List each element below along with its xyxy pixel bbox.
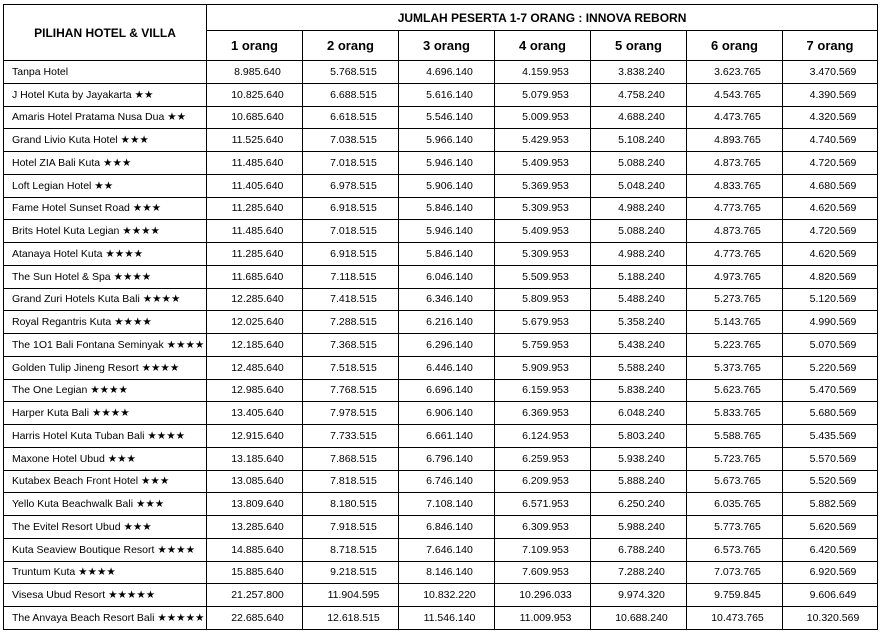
price-cell: 12.485.640 bbox=[207, 356, 303, 379]
price-cell: 7.109.953 bbox=[495, 538, 591, 561]
table-row bbox=[4, 288, 878, 311]
table-row bbox=[4, 243, 878, 266]
price-cell: 7.733.515 bbox=[303, 425, 399, 448]
price-cell: 5.048.240 bbox=[591, 174, 687, 197]
table-row bbox=[4, 425, 878, 448]
table-row bbox=[4, 83, 878, 106]
price-cell: 5.809.953 bbox=[495, 288, 591, 311]
price-cell: 7.518.515 bbox=[303, 356, 399, 379]
price-cell: 12.185.640 bbox=[207, 334, 303, 357]
price-cell: 6.159.953 bbox=[495, 379, 591, 402]
price-cell: 6.920.569 bbox=[783, 561, 878, 584]
table-row bbox=[4, 129, 878, 152]
price-cell: 5.673.765 bbox=[687, 470, 783, 493]
price-cell: 8.180.515 bbox=[303, 493, 399, 516]
price-cell: 12.618.515 bbox=[303, 607, 399, 630]
price-cell: 5.470.569 bbox=[783, 379, 878, 402]
price-cell: 5.803.240 bbox=[591, 425, 687, 448]
hotel-name-cell: Amaris Hotel Pratama Nusa Dua ★★ bbox=[4, 106, 207, 129]
price-cell: 5.616.140 bbox=[399, 83, 495, 106]
price-cell: 6.618.515 bbox=[303, 106, 399, 129]
price-cell: 5.309.953 bbox=[495, 243, 591, 266]
price-cell: 4.740.569 bbox=[783, 129, 878, 152]
price-cell: 6.788.240 bbox=[591, 538, 687, 561]
price-cell: 5.009.953 bbox=[495, 106, 591, 129]
price-cell: 5.520.569 bbox=[783, 470, 878, 493]
column-header-7-orang: 7 orang bbox=[783, 31, 878, 61]
price-cell: 7.918.515 bbox=[303, 516, 399, 539]
price-cell: 6.296.140 bbox=[399, 334, 495, 357]
table-body bbox=[4, 61, 878, 630]
price-cell: 5.946.140 bbox=[399, 220, 495, 243]
hotel-name-cell: Yello Kuta Beachwalk Bali ★★★ bbox=[4, 493, 207, 516]
table-row bbox=[4, 334, 878, 357]
price-cell: 4.720.569 bbox=[783, 220, 878, 243]
price-cell: 12.025.640 bbox=[207, 311, 303, 334]
column-header-1-orang: 1 orang bbox=[207, 31, 303, 61]
price-cell: 5.679.953 bbox=[495, 311, 591, 334]
price-cell: 5.759.953 bbox=[495, 334, 591, 357]
price-cell: 7.018.515 bbox=[303, 152, 399, 175]
price-cell: 5.838.240 bbox=[591, 379, 687, 402]
price-cell: 10.688.240 bbox=[591, 607, 687, 630]
price-cell: 11.525.640 bbox=[207, 129, 303, 152]
price-cell: 5.220.569 bbox=[783, 356, 878, 379]
price-cell: 4.159.953 bbox=[495, 61, 591, 84]
table-row bbox=[4, 152, 878, 175]
price-cell: 4.873.765 bbox=[687, 152, 783, 175]
hotel-name-cell: Maxone Hotel Ubud ★★★ bbox=[4, 447, 207, 470]
price-cell: 7.118.515 bbox=[303, 265, 399, 288]
hotel-name-cell: Visesa Ubud Resort ★★★★★ bbox=[4, 584, 207, 607]
price-cell: 11.405.640 bbox=[207, 174, 303, 197]
price-cell: 10.685.640 bbox=[207, 106, 303, 129]
price-cell: 7.609.953 bbox=[495, 561, 591, 584]
price-cell: 5.120.569 bbox=[783, 288, 878, 311]
price-cell: 10.832.220 bbox=[399, 584, 495, 607]
price-cell: 15.885.640 bbox=[207, 561, 303, 584]
hotel-name-cell: Hotel ZIA Bali Kuta ★★★ bbox=[4, 152, 207, 175]
price-cell: 4.758.240 bbox=[591, 83, 687, 106]
hotel-name-cell: Truntum Kuta ★★★★ bbox=[4, 561, 207, 584]
price-cell: 12.285.640 bbox=[207, 288, 303, 311]
price-cell: 10.320.569 bbox=[783, 607, 878, 630]
price-cell: 4.620.569 bbox=[783, 197, 878, 220]
price-cell: 5.546.140 bbox=[399, 106, 495, 129]
price-cell: 7.038.515 bbox=[303, 129, 399, 152]
price-cell: 4.973.765 bbox=[687, 265, 783, 288]
price-cell: 6.046.140 bbox=[399, 265, 495, 288]
price-cell: 5.373.765 bbox=[687, 356, 783, 379]
price-cell: 5.938.240 bbox=[591, 447, 687, 470]
participants-group-header: JUMLAH PESERTA 1-7 ORANG : INNOVA REBORN bbox=[207, 5, 878, 31]
price-cell: 6.978.515 bbox=[303, 174, 399, 197]
price-cell: 4.696.140 bbox=[399, 61, 495, 84]
hotel-name-cell: The Sun Hotel & Spa ★★★★ bbox=[4, 265, 207, 288]
price-cell: 5.570.569 bbox=[783, 447, 878, 470]
hotel-name-cell: Atanaya Hotel Kuta ★★★★ bbox=[4, 243, 207, 266]
price-cell: 7.288.515 bbox=[303, 311, 399, 334]
price-cell: 5.088.240 bbox=[591, 152, 687, 175]
price-cell: 11.904.595 bbox=[303, 584, 399, 607]
table-row bbox=[4, 311, 878, 334]
price-cell: 5.680.569 bbox=[783, 402, 878, 425]
price-cell: 5.438.240 bbox=[591, 334, 687, 357]
price-cell: 7.073.765 bbox=[687, 561, 783, 584]
price-cell: 6.796.140 bbox=[399, 447, 495, 470]
price-cell: 7.418.515 bbox=[303, 288, 399, 311]
price-cell: 5.588.765 bbox=[687, 425, 783, 448]
price-cell: 6.906.140 bbox=[399, 402, 495, 425]
price-cell: 4.473.765 bbox=[687, 106, 783, 129]
price-cell: 5.488.240 bbox=[591, 288, 687, 311]
price-cell: 8.718.515 bbox=[303, 538, 399, 561]
price-cell: 11.685.640 bbox=[207, 265, 303, 288]
price-cell: 11.485.640 bbox=[207, 220, 303, 243]
price-cell: 5.108.240 bbox=[591, 129, 687, 152]
table-row bbox=[4, 356, 878, 379]
price-cell: 6.446.140 bbox=[399, 356, 495, 379]
price-cell: 4.873.765 bbox=[687, 220, 783, 243]
price-cell: 6.661.140 bbox=[399, 425, 495, 448]
price-cell: 5.358.240 bbox=[591, 311, 687, 334]
price-cell: 5.188.240 bbox=[591, 265, 687, 288]
price-cell: 6.309.953 bbox=[495, 516, 591, 539]
price-cell: 5.429.953 bbox=[495, 129, 591, 152]
price-cell: 5.966.140 bbox=[399, 129, 495, 152]
price-cell: 5.509.953 bbox=[495, 265, 591, 288]
hotel-name-cell: Kutabex Beach Front Hotel ★★★ bbox=[4, 470, 207, 493]
price-cell: 6.209.953 bbox=[495, 470, 591, 493]
price-cell: 9.606.649 bbox=[783, 584, 878, 607]
table-row bbox=[4, 607, 878, 630]
price-cell: 4.988.240 bbox=[591, 197, 687, 220]
table-row bbox=[4, 470, 878, 493]
hotel-price-table bbox=[3, 4, 878, 630]
price-cell: 21.257.800 bbox=[207, 584, 303, 607]
price-cell: 13.185.640 bbox=[207, 447, 303, 470]
price-cell: 13.809.640 bbox=[207, 493, 303, 516]
price-cell: 5.888.240 bbox=[591, 470, 687, 493]
column-header-4-orang: 4 orang bbox=[495, 31, 591, 61]
price-cell: 5.409.953 bbox=[495, 152, 591, 175]
price-cell: 4.773.765 bbox=[687, 197, 783, 220]
price-cell: 6.250.240 bbox=[591, 493, 687, 516]
price-cell: 5.846.140 bbox=[399, 197, 495, 220]
price-cell: 13.085.640 bbox=[207, 470, 303, 493]
price-cell: 11.285.640 bbox=[207, 197, 303, 220]
price-cell: 5.623.765 bbox=[687, 379, 783, 402]
price-cell: 7.978.515 bbox=[303, 402, 399, 425]
price-cell: 6.369.953 bbox=[495, 402, 591, 425]
price-cell: 4.620.569 bbox=[783, 243, 878, 266]
price-cell: 4.543.765 bbox=[687, 83, 783, 106]
hotel-name-cell: Fame Hotel Sunset Road ★★★ bbox=[4, 197, 207, 220]
table-row bbox=[4, 220, 878, 243]
price-cell: 13.285.640 bbox=[207, 516, 303, 539]
hotel-name-cell: Kuta Seaview Boutique Resort ★★★★ bbox=[4, 538, 207, 561]
price-cell: 4.680.569 bbox=[783, 174, 878, 197]
hotel-name-cell: Royal Regantris Kuta ★★★★ bbox=[4, 311, 207, 334]
price-cell: 7.108.140 bbox=[399, 493, 495, 516]
price-cell: 10.825.640 bbox=[207, 83, 303, 106]
price-cell: 9.218.515 bbox=[303, 561, 399, 584]
price-cell: 6.346.140 bbox=[399, 288, 495, 311]
price-cell: 5.369.953 bbox=[495, 174, 591, 197]
table-row bbox=[4, 265, 878, 288]
price-cell: 13.405.640 bbox=[207, 402, 303, 425]
hotel-name-cell: Tanpa Hotel bbox=[4, 61, 207, 84]
table-row bbox=[4, 516, 878, 539]
price-cell: 5.088.240 bbox=[591, 220, 687, 243]
price-cell: 5.409.953 bbox=[495, 220, 591, 243]
hotel-name-cell: The Evitel Resort Ubud ★★★ bbox=[4, 516, 207, 539]
hotel-column-header: PILIHAN HOTEL & VILLA bbox=[4, 5, 207, 61]
price-cell: 6.573.765 bbox=[687, 538, 783, 561]
hotel-name-cell: Loft Legian Hotel ★★ bbox=[4, 174, 207, 197]
table-row bbox=[4, 379, 878, 402]
price-cell: 5.946.140 bbox=[399, 152, 495, 175]
price-cell: 5.079.953 bbox=[495, 83, 591, 106]
price-cell: 5.882.569 bbox=[783, 493, 878, 516]
hotel-name-cell: The 1O1 Bali Fontana Seminyak ★★★★ bbox=[4, 334, 207, 357]
table-row bbox=[4, 447, 878, 470]
price-cell: 6.216.140 bbox=[399, 311, 495, 334]
price-cell: 9.974.320 bbox=[591, 584, 687, 607]
column-header-3-orang: 3 orang bbox=[399, 31, 495, 61]
price-cell: 4.820.569 bbox=[783, 265, 878, 288]
price-cell: 11.285.640 bbox=[207, 243, 303, 266]
price-cell: 5.309.953 bbox=[495, 197, 591, 220]
table-row bbox=[4, 402, 878, 425]
price-cell: 5.906.140 bbox=[399, 174, 495, 197]
price-cell: 3.470.569 bbox=[783, 61, 878, 84]
price-cell: 10.473.765 bbox=[687, 607, 783, 630]
price-cell: 5.588.240 bbox=[591, 356, 687, 379]
price-cell: 5.070.569 bbox=[783, 334, 878, 357]
price-cell: 11.485.640 bbox=[207, 152, 303, 175]
header-row-group bbox=[4, 5, 878, 31]
price-cell: 6.420.569 bbox=[783, 538, 878, 561]
table-row bbox=[4, 584, 878, 607]
table-row bbox=[4, 561, 878, 584]
hotel-name-cell: Golden Tulip Jineng Resort ★★★★ bbox=[4, 356, 207, 379]
price-cell: 7.818.515 bbox=[303, 470, 399, 493]
price-cell: 4.720.569 bbox=[783, 152, 878, 175]
hotel-name-cell: The One Legian ★★★★ bbox=[4, 379, 207, 402]
price-cell: 4.988.240 bbox=[591, 243, 687, 266]
price-cell: 14.885.640 bbox=[207, 538, 303, 561]
price-cell: 22.685.640 bbox=[207, 607, 303, 630]
column-header-2-orang: 2 orang bbox=[303, 31, 399, 61]
price-cell: 7.288.240 bbox=[591, 561, 687, 584]
price-cell: 5.273.765 bbox=[687, 288, 783, 311]
price-cell: 5.223.765 bbox=[687, 334, 783, 357]
price-cell: 6.035.765 bbox=[687, 493, 783, 516]
price-cell: 4.773.765 bbox=[687, 243, 783, 266]
hotel-name-cell: Harris Hotel Kuta Tuban Bali ★★★★ bbox=[4, 425, 207, 448]
hotel-name-cell: The Anvaya Beach Resort Bali ★★★★★ bbox=[4, 607, 207, 630]
hotel-name-cell: J Hotel Kuta by Jayakarta ★★ bbox=[4, 83, 207, 106]
price-cell: 6.688.515 bbox=[303, 83, 399, 106]
price-cell: 5.723.765 bbox=[687, 447, 783, 470]
price-cell: 5.143.765 bbox=[687, 311, 783, 334]
price-cell: 6.746.140 bbox=[399, 470, 495, 493]
price-cell: 4.990.569 bbox=[783, 311, 878, 334]
price-cell: 5.435.569 bbox=[783, 425, 878, 448]
price-cell: 6.918.515 bbox=[303, 243, 399, 266]
price-cell: 4.893.765 bbox=[687, 129, 783, 152]
price-cell: 5.773.765 bbox=[687, 516, 783, 539]
hotel-name-cell: Brits Hotel Kuta Legian ★★★★ bbox=[4, 220, 207, 243]
price-cell: 6.846.140 bbox=[399, 516, 495, 539]
price-cell: 6.571.953 bbox=[495, 493, 591, 516]
price-cell: 4.688.240 bbox=[591, 106, 687, 129]
price-cell: 6.696.140 bbox=[399, 379, 495, 402]
price-cell: 5.833.765 bbox=[687, 402, 783, 425]
price-cell: 7.018.515 bbox=[303, 220, 399, 243]
price-cell: 6.124.953 bbox=[495, 425, 591, 448]
price-cell: 5.620.569 bbox=[783, 516, 878, 539]
price-cell: 8.146.140 bbox=[399, 561, 495, 584]
price-cell: 7.646.140 bbox=[399, 538, 495, 561]
price-cell: 11.546.140 bbox=[399, 607, 495, 630]
price-cell: 5.988.240 bbox=[591, 516, 687, 539]
price-cell: 3.623.765 bbox=[687, 61, 783, 84]
hotel-name-cell: Grand Livio Kuta Hotel ★★★ bbox=[4, 129, 207, 152]
price-cell: 6.259.953 bbox=[495, 447, 591, 470]
price-cell: 3.838.240 bbox=[591, 61, 687, 84]
hotel-name-cell: Grand Zuri Hotels Kuta Bali ★★★★ bbox=[4, 288, 207, 311]
price-cell: 6.048.240 bbox=[591, 402, 687, 425]
table-row bbox=[4, 61, 878, 84]
price-cell: 11.009.953 bbox=[495, 607, 591, 630]
price-cell: 7.868.515 bbox=[303, 447, 399, 470]
column-header-6-orang: 6 orang bbox=[687, 31, 783, 61]
column-header-5-orang: 5 orang bbox=[591, 31, 687, 61]
price-cell: 4.390.569 bbox=[783, 83, 878, 106]
price-cell: 4.833.765 bbox=[687, 174, 783, 197]
price-cell: 5.909.953 bbox=[495, 356, 591, 379]
table-row bbox=[4, 493, 878, 516]
table-row bbox=[4, 538, 878, 561]
table-row bbox=[4, 197, 878, 220]
price-cell: 4.320.569 bbox=[783, 106, 878, 129]
price-cell: 10.296.033 bbox=[495, 584, 591, 607]
table-row bbox=[4, 106, 878, 129]
price-cell: 6.918.515 bbox=[303, 197, 399, 220]
price-cell: 7.768.515 bbox=[303, 379, 399, 402]
price-cell: 12.985.640 bbox=[207, 379, 303, 402]
table-row bbox=[4, 174, 878, 197]
price-cell: 5.768.515 bbox=[303, 61, 399, 84]
price-cell: 5.846.140 bbox=[399, 243, 495, 266]
hotel-name-cell: Harper Kuta Bali ★★★★ bbox=[4, 402, 207, 425]
price-cell: 8.985.640 bbox=[207, 61, 303, 84]
price-cell: 9.759.845 bbox=[687, 584, 783, 607]
price-cell: 12.915.640 bbox=[207, 425, 303, 448]
price-cell: 7.368.515 bbox=[303, 334, 399, 357]
